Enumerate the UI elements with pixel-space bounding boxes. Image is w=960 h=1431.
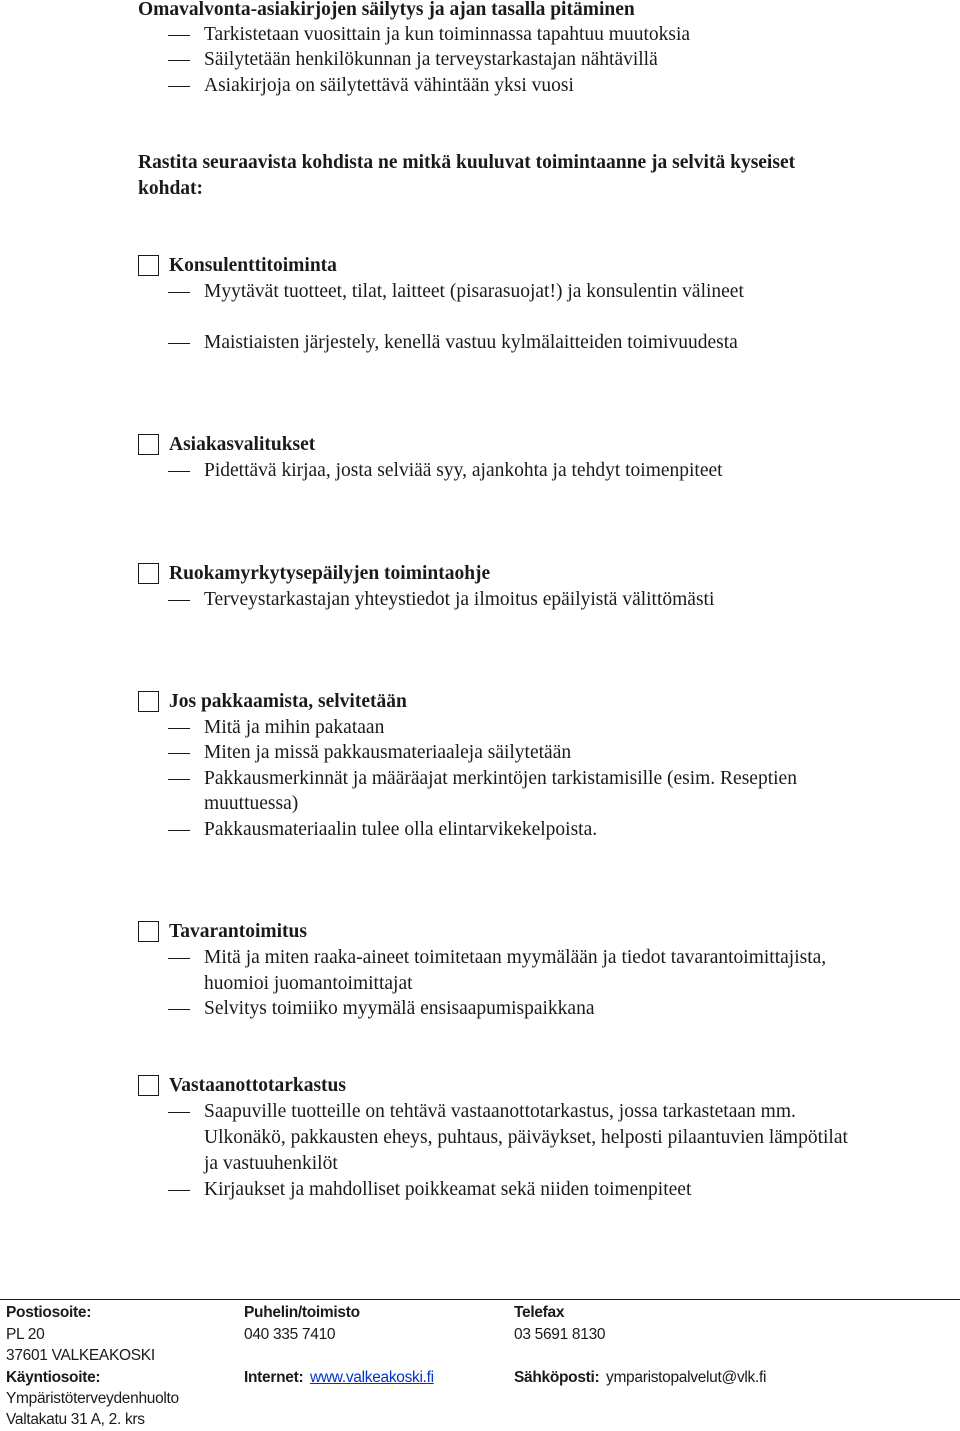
checklist-title: Konsulenttitoiminta [169, 255, 337, 276]
list-item: Miten ja missä pakkausmateriaaleja säilytetään [204, 742, 572, 763]
dash-bullet [168, 86, 190, 87]
list-item: Pakkausmateriaalin tulee olla elintarvikekelpoista. [204, 819, 598, 840]
dash-bullet [168, 1009, 190, 1010]
intro-text: kohdat: [138, 178, 204, 199]
visit-label: Käyntiosoite: [6, 1369, 101, 1386]
postal-line: PL 20 [6, 1326, 45, 1343]
fax-value: 03 5691 8130 [514, 1326, 606, 1343]
internet-link[interactable]: www.valkeakoski.fi [310, 1369, 434, 1386]
list-item: Asiakirjoja on säilytettävä vähintään yksi vuosi [204, 75, 574, 96]
visit-line: Ympäristöterveydenhuolto [6, 1390, 179, 1407]
postal-line: 37601 VALKEAKOSKI [6, 1347, 155, 1364]
fax-label: Telefax [514, 1304, 565, 1321]
checkbox[interactable] [138, 1075, 159, 1096]
dash-bullet [168, 779, 190, 780]
dash-bullet [168, 600, 190, 601]
list-item: Tarkistetaan vuosittain ja kun toiminnassa tapahtuu muutoksia [204, 24, 691, 45]
checklist-title: Vastaanottotarkastus [169, 1075, 346, 1096]
dash-bullet [168, 1112, 190, 1113]
internet-label: Internet: [244, 1369, 304, 1386]
checkbox[interactable] [138, 563, 159, 584]
list-item-continuation: huomioi juomantoimittajat [204, 973, 413, 994]
list-item: Säilytetään henkilökunnan ja terveystarkastajan nähtävillä [204, 49, 658, 70]
dash-bullet [168, 1190, 190, 1191]
list-item: Terveystarkastajan yhteystiedot ja ilmoitus epäilyistä välittömästi [204, 589, 715, 610]
list-item: Saapuville tuotteille on tehtävä vastaanottotarkastus, jossa tarkastetaan mm. [204, 1101, 796, 1122]
list-item: Pakkausmerkinnät ja määräajat merkintöjen tarkistamisille (esim. Reseptien [204, 768, 797, 789]
list-item: Maistiaisten järjestely, kenellä vastuu kylmälaitteiden toimivuudesta [204, 332, 738, 353]
list-item: Mitä ja miten raaka-aineet toimitetaan myymälään ja tiedot tavarantoimittajista, [204, 947, 827, 968]
footer-divider [0, 1299, 960, 1300]
dash-bullet [168, 471, 190, 472]
dash-bullet [168, 35, 190, 36]
list-item: Selvitys toimiiko myymälä ensisaapumispaikkana [204, 998, 595, 1019]
postal-label: Postiosoite: [6, 1304, 92, 1321]
checklist-title: Tavarantoimitus [169, 921, 307, 942]
dash-bullet [168, 753, 190, 754]
checklist-title: Jos pakkaamista, selvitetään [169, 691, 407, 712]
checkbox[interactable] [138, 691, 159, 712]
checkbox[interactable] [138, 921, 159, 942]
dash-bullet [168, 728, 190, 729]
list-item-continuation: ja vastuuhenkilöt [204, 1153, 338, 1174]
list-item: Kirjaukset ja mahdolliset poikkeamat sekä niiden toimenpiteet [204, 1179, 692, 1200]
phone-label: Puhelin/toimisto [244, 1304, 360, 1321]
phone-value: 040 335 7410 [244, 1326, 336, 1343]
list-item: Mitä ja mihin pakataan [204, 717, 385, 738]
section-heading: Omavalvonta-asiakirjojen säilytys ja ajan tasalla pitäminen [138, 0, 635, 20]
intro-text: Rastita seuraavista kohdista ne mitkä kuuluvat toimintaanne ja selvitä kyseiset [138, 152, 796, 173]
dash-bullet [168, 60, 190, 61]
list-item: Pidettävä kirjaa, josta selviää syy, ajankohta ja tehdyt toimenpiteet [204, 460, 723, 481]
list-item: Myytävät tuotteet, tilat, laitteet (pisarasuojat!) ja konsulentin välineet [204, 281, 744, 302]
email-value: ymparistopalvelut@vlk.fi [606, 1369, 767, 1386]
checkbox[interactable] [138, 434, 159, 455]
dash-bullet [168, 292, 190, 293]
dash-bullet [168, 958, 190, 959]
dash-bullet [168, 830, 190, 831]
list-item-continuation: muuttuessa) [204, 793, 299, 814]
list-item-continuation: Ulkonäkö, pakkausten eheys, puhtaus, päiväykset, helposti pilaantuvien lämpötilat [204, 1127, 848, 1148]
checklist-title: Ruokamyrkytysepäilyjen toimintaohje [169, 563, 491, 584]
checkbox[interactable] [138, 255, 159, 276]
checklist-title: Asiakasvalitukset [169, 434, 316, 455]
visit-line: Valtakatu 31 A, 2. krs [6, 1411, 145, 1428]
email-label: Sähköposti: [514, 1369, 600, 1386]
dash-bullet [168, 343, 190, 344]
